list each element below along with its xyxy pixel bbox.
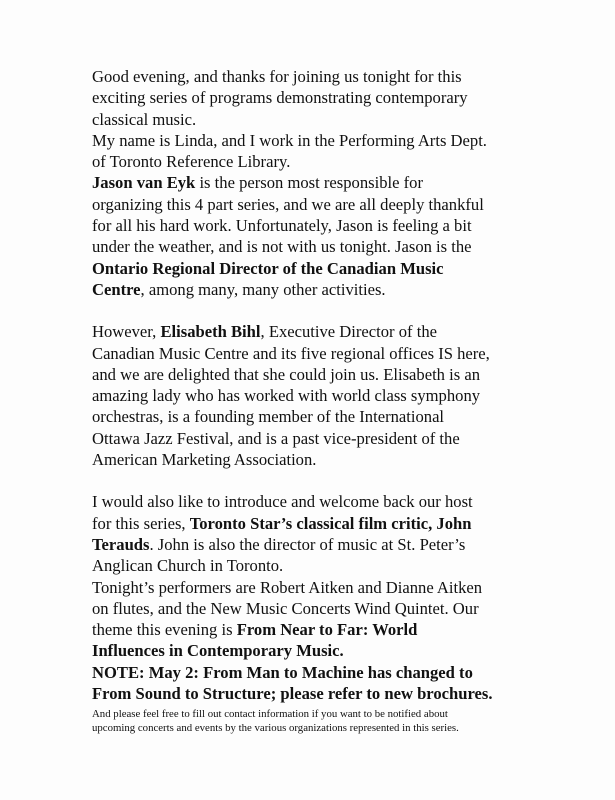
footnote-line: upcoming concerts and events by the various organizations represented in this series. [92,721,459,734]
text-line [92,534,592,555]
text-line: amazing lady who has worked with world class symphony [92,386,481,406]
footnote-line: And please feel free to fill out contact information if you want to be notified about [92,707,448,720]
contact-footnote [92,707,592,735]
jason-name: Jason van Eyk [92,173,196,193]
text-line [92,321,592,342]
host-paragraph [92,491,592,576]
jason-paragraph [92,172,592,300]
text-line: I would also like to introduce and welcome back our host [92,492,473,512]
text-line: organizing this 4 part series, and we are all deeply thankful [92,194,484,214]
performers-paragraph [92,577,592,662]
letter-body [92,66,592,735]
text-run: is the person most responsible for [195,173,423,193]
text-run: theme this evening is [92,620,237,640]
elisabeth-paragraph [92,321,592,470]
text-line: exciting series of programs demonstrating contemporary [92,88,468,108]
text-line: Good evening, and thanks for joining us tonight for this [92,67,462,86]
jason-title-end: Centre [92,279,141,299]
host-title: Toronto Star’s classical film critic, John [189,513,472,533]
host-name-end: Terauds [92,534,150,554]
text-line: on flutes, and the New Music Concerts Wind Quintet. Our [92,598,479,618]
text-line: classical music. [92,109,197,129]
text-line: Canadian Music Centre and its five regional offices IS here, [92,343,490,363]
paragraph-gap [92,300,592,321]
text-run: However, [92,322,161,342]
text-line: Anglican Church in Toronto. [92,556,284,576]
text-line: under the weather, and is not with us tonight. Jason is the [92,237,472,257]
text-run: . John is also the director of music at St. Peter’s [149,534,466,554]
text-line [92,172,592,193]
text-run: , among many, many other activities. [140,279,386,299]
text-line: of Toronto Reference Library. [92,152,291,172]
paragraph-gap [92,470,592,491]
text-run: , Executive Director of the [260,322,437,342]
text-line: American Marketing Association. [92,450,317,470]
text-line: My name is Linda, and I work in the Performing Arts Dept. [92,130,487,150]
text-line: Ottawa Jazz Festival, and is a past vice-president of the [92,428,460,448]
introduction-paragraph [92,130,592,173]
schedule-note [92,662,592,705]
text-line: Tonight’s performers are Robert Aitken and Dianne Aitken [92,577,483,597]
greeting-paragraph [92,66,592,130]
theme-title-end: Influences in Contemporary Music. [92,641,344,661]
text-line [92,619,592,640]
jason-title: Ontario Regional Director of the Canadian Music [92,258,444,278]
text-line [92,279,592,300]
note-line: From Sound to Structure; please refer to new brochures. [92,684,493,704]
text-line: for all his hard work. Unfortunately, Jason is feeling a bit [92,216,472,236]
text-run: for this series, [92,513,190,533]
elisabeth-name: Elisabeth Bihl [160,322,261,342]
text-line [92,513,592,534]
theme-title: From Near to Far: World [236,620,418,640]
text-line: and we are delighted that she could join us. Elisabeth is an [92,364,481,384]
note-line: NOTE: May 2: From Man to Machine has changed to [92,662,473,682]
text-line: orchestras, is a founding member of the International [92,407,445,427]
